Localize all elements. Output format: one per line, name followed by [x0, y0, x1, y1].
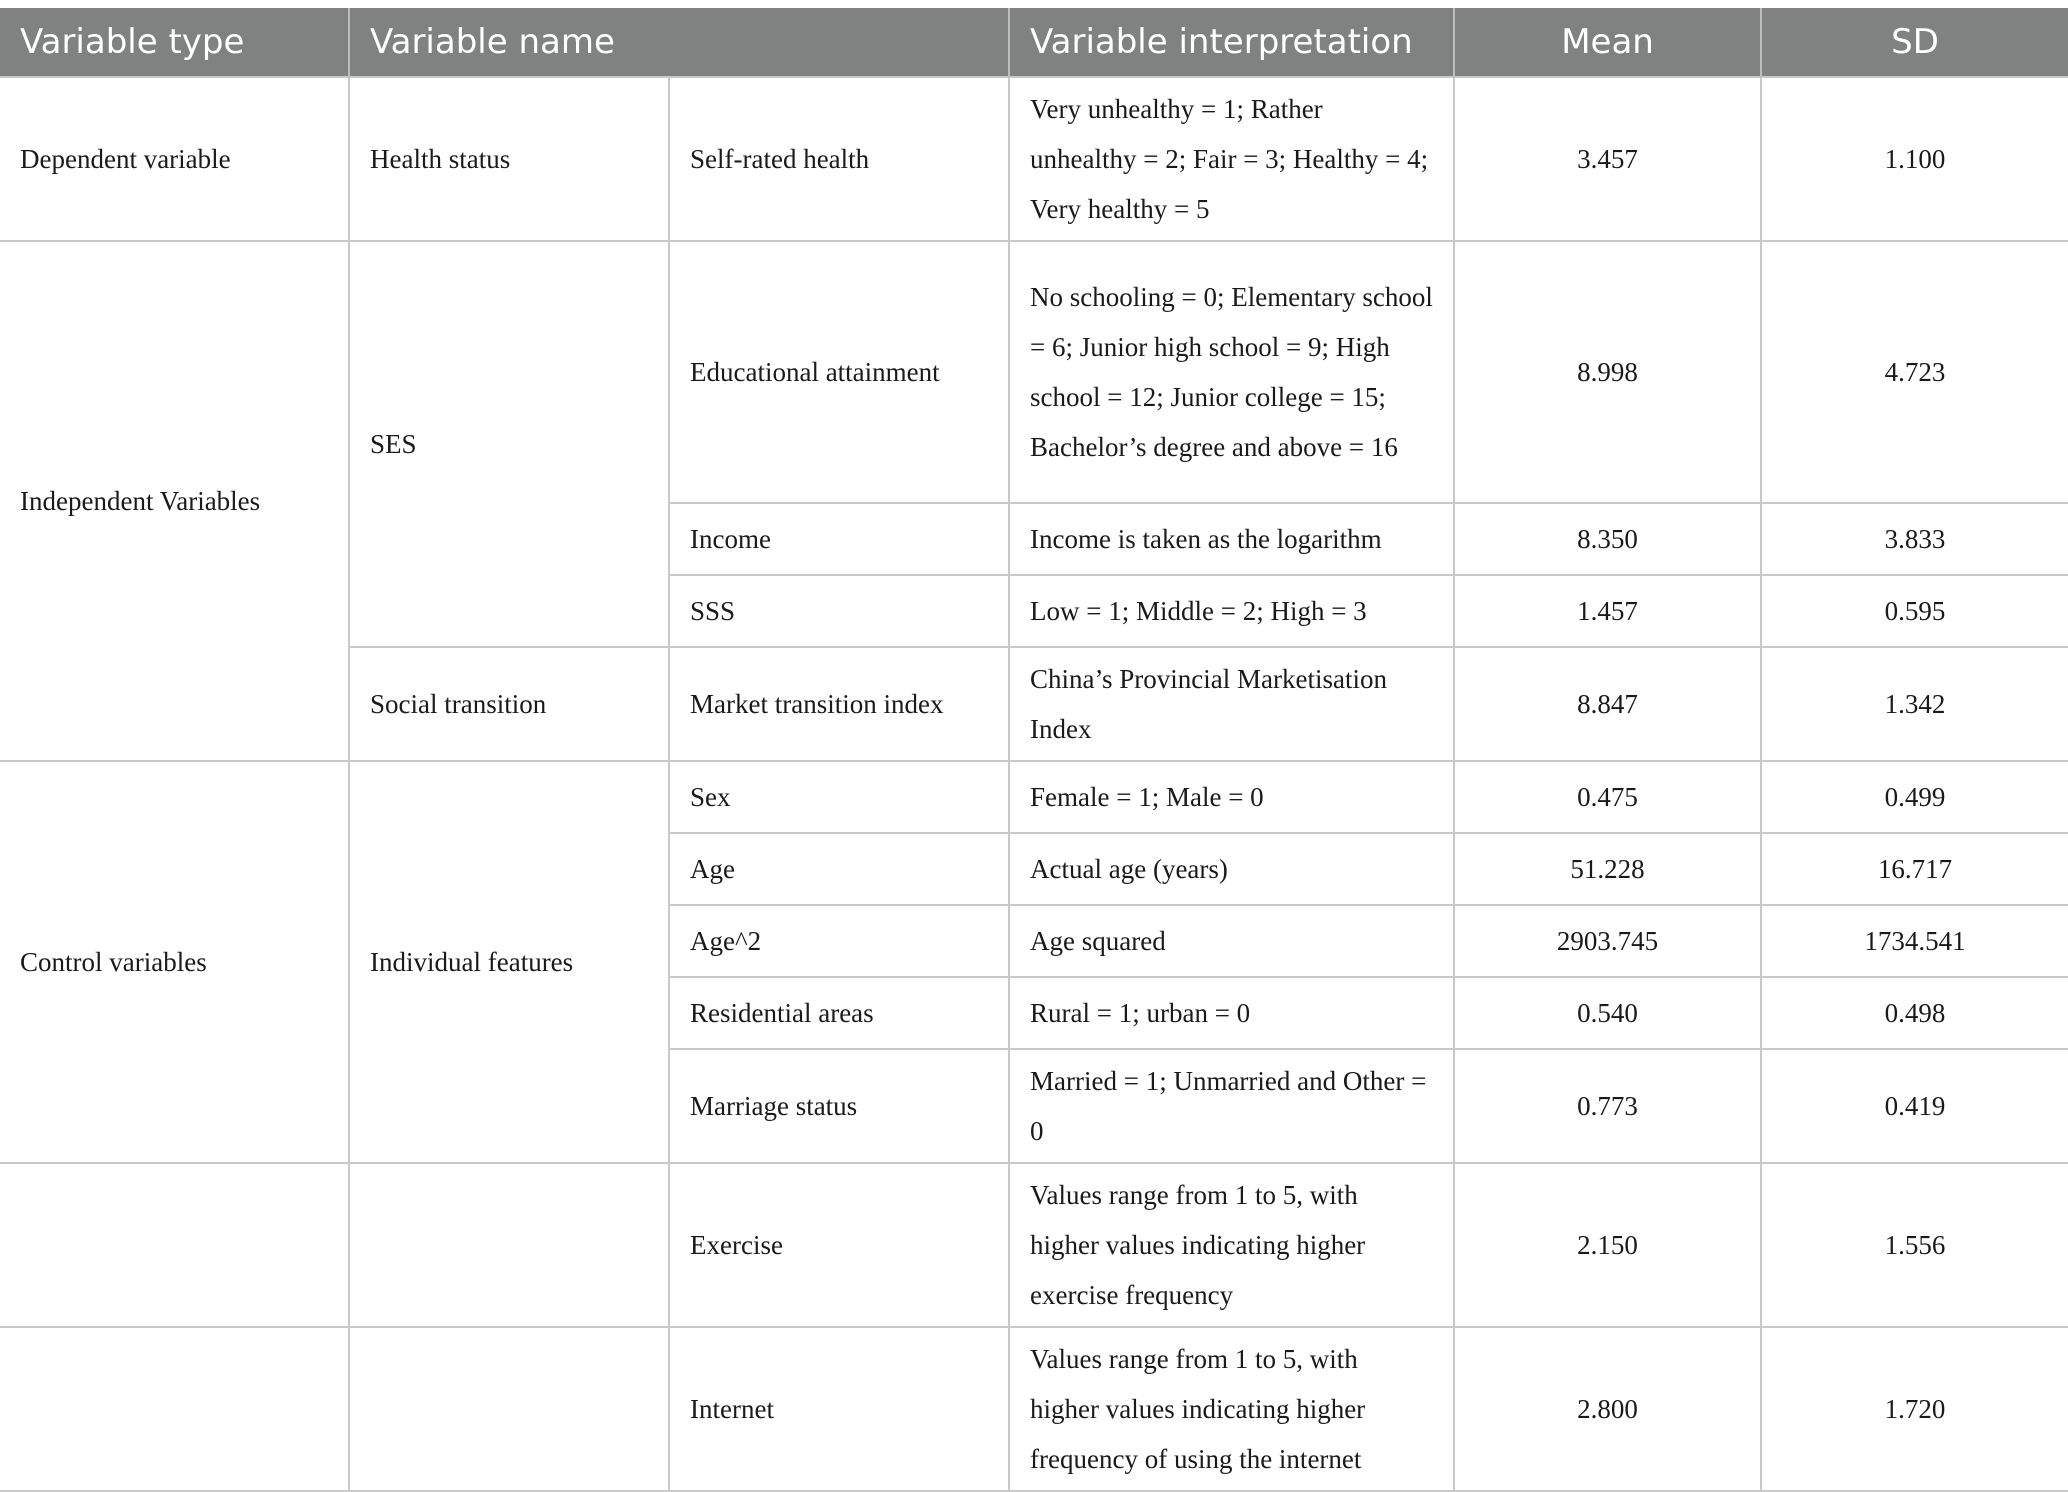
- row-mean: 8.998: [1454, 241, 1761, 503]
- row-mean: 0.475: [1454, 761, 1761, 833]
- row-name: Residential areas: [669, 977, 1009, 1049]
- row-name: Age: [669, 833, 1009, 905]
- subgroup-health-status: Health status: [349, 77, 669, 241]
- header-variable-name: Variable name: [349, 8, 1009, 77]
- row-mean: 8.847: [1454, 647, 1761, 761]
- row-sd: 1734.541: [1761, 905, 2068, 977]
- row-name: Age^2: [669, 905, 1009, 977]
- header-row: [0, 8, 2068, 77]
- row-mean: 0.540: [1454, 977, 1761, 1049]
- row-mean: 1.457: [1454, 575, 1761, 647]
- row-name: SSS: [669, 575, 1009, 647]
- row-interpretation: Actual age (years): [1009, 833, 1454, 905]
- subgroup-individual-features: Individual features: [349, 761, 669, 1163]
- row-mean: 8.350: [1454, 503, 1761, 575]
- row-interpretation: Values range from 1 to 5, with higher values indicating higher exercise frequency: [1009, 1163, 1454, 1327]
- row-interpretation: Very unhealthy = 1; Rather unhealthy = 2; Fair = 3; Healthy = 4; Very healthy = 5: [1009, 77, 1454, 241]
- table-row: [0, 1327, 2068, 1491]
- table-row: [0, 77, 2068, 241]
- group-independent: Independent Variables: [0, 241, 349, 761]
- row-interpretation: Married = 1; Unmarried and Other = 0: [1009, 1049, 1454, 1163]
- row-sd: 0.498: [1761, 977, 2068, 1049]
- header-sd: SD: [1761, 8, 2068, 77]
- empty-cell: [349, 1163, 669, 1327]
- row-name: Educational attainment: [669, 241, 1009, 503]
- group-dependent: Dependent variable: [0, 77, 349, 241]
- row-name: Exercise: [669, 1163, 1009, 1327]
- row-sd: 0.595: [1761, 575, 2068, 647]
- row-interpretation: Income is taken as the logarithm: [1009, 503, 1454, 575]
- row-sd: 4.723: [1761, 241, 2068, 503]
- empty-cell: [0, 1327, 349, 1491]
- row-sd: 1.720: [1761, 1327, 2068, 1491]
- row-sd: 16.717: [1761, 833, 2068, 905]
- row-sd: 0.499: [1761, 761, 2068, 833]
- header-variable-interpretation: Variable interpretation: [1009, 8, 1454, 77]
- row-interpretation: Low = 1; Middle = 2; High = 3: [1009, 575, 1454, 647]
- header-variable-type: Variable type: [0, 8, 349, 77]
- row-interpretation: Values range from 1 to 5, with higher values indicating higher frequency of using the internet: [1009, 1327, 1454, 1491]
- subgroup-social-transition: Social transition: [349, 647, 669, 761]
- row-interpretation: China’s Provincial Marketisation Index: [1009, 647, 1454, 761]
- row-name: Sex: [669, 761, 1009, 833]
- row-sd: 1.342: [1761, 647, 2068, 761]
- row-mean: 3.457: [1454, 77, 1761, 241]
- row-sd: 1.556: [1761, 1163, 2068, 1327]
- header-mean: Mean: [1454, 8, 1761, 77]
- subgroup-ses: SES: [349, 241, 669, 647]
- row-mean: 2903.745: [1454, 905, 1761, 977]
- row-mean: 51.228: [1454, 833, 1761, 905]
- table-row: [0, 761, 2068, 833]
- row-interpretation: Rural = 1; urban = 0: [1009, 977, 1454, 1049]
- row-sd: 3.833: [1761, 503, 2068, 575]
- row-name: Market transition index: [669, 647, 1009, 761]
- row-mean: 2.800: [1454, 1327, 1761, 1491]
- row-name: Income: [669, 503, 1009, 575]
- row-interpretation: No schooling = 0; Elementary school = 6; Junior high school = 9; High school = 12; Junior college = 15; Bachelor’s degree and above = 16: [1009, 241, 1454, 503]
- row-sd: 1.100: [1761, 77, 2068, 241]
- group-control: Control variables: [0, 761, 349, 1163]
- row-mean: 2.150: [1454, 1163, 1761, 1327]
- row-name: Self-rated health: [669, 77, 1009, 241]
- empty-cell: [349, 1327, 669, 1491]
- row-interpretation: Age squared: [1009, 905, 1454, 977]
- row-mean: 0.773: [1454, 1049, 1761, 1163]
- row-sd: 0.419: [1761, 1049, 2068, 1163]
- table-row: [0, 241, 2068, 503]
- variables-table: [0, 8, 2068, 1492]
- table-row: [0, 1163, 2068, 1327]
- row-name: Marriage status: [669, 1049, 1009, 1163]
- row-interpretation: Female = 1; Male = 0: [1009, 761, 1454, 833]
- empty-cell: [0, 1163, 349, 1327]
- row-name: Internet: [669, 1327, 1009, 1491]
